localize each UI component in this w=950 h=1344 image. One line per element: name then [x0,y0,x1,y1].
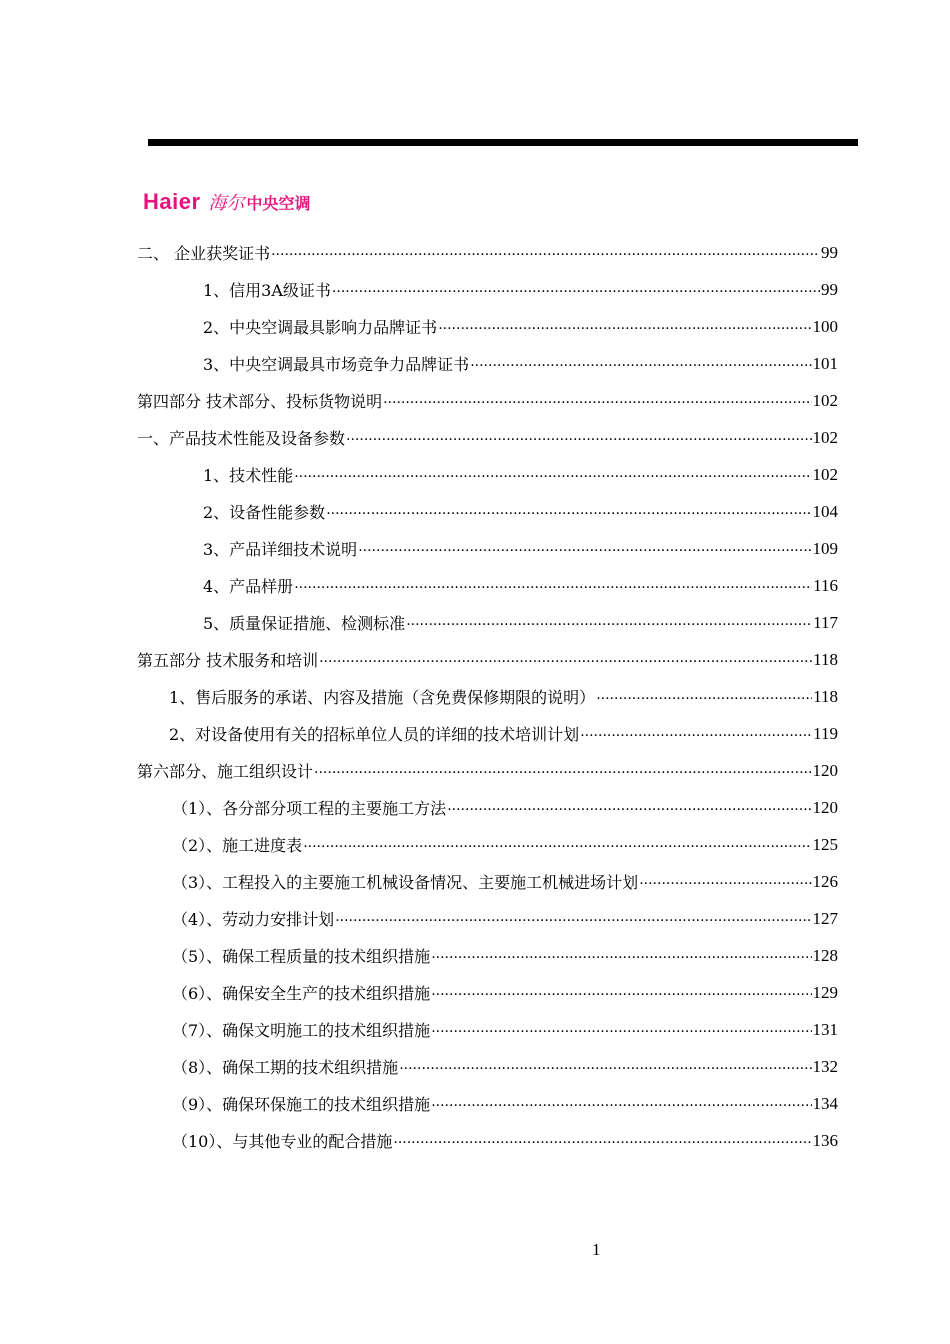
toc-entry-title: 二、 企业获奖证书 [137,244,271,263]
toc-entry-title: （1）、各分部分项工程的主要施工方法 [172,799,447,818]
toc-entry-title: 2、中央空调最具影响力品牌证书 [203,318,438,337]
toc-entry-page: 125 [812,834,838,854]
toc-entry-page: 126 [812,871,838,891]
toc-leader-dots [314,761,811,781]
toc-entry-page: 131 [812,1019,838,1039]
toc-entry[interactable] [203,271,838,308]
toc-leader-dots [399,1057,811,1077]
toc-entry-page: 129 [812,982,838,1002]
toc-entry-title: （10）、与其他专业的配合措施 [172,1132,393,1151]
toc-entry-title: 1、技术性能 [203,466,294,485]
toc-entry-page: 99 [821,279,838,299]
toc-entry-page: 118 [813,649,838,669]
toc-leader-dots [393,1131,811,1151]
toc-entry[interactable] [203,345,838,382]
toc-entry-page: 104 [812,501,838,521]
toc-entry-page: 136 [812,1130,838,1150]
toc-entry[interactable] [137,419,838,456]
toc-entry-title: 3、产品详细技术说明 [203,540,358,559]
toc-entry-title: 2、对设备使用有关的招标单位人员的详细的技术培训计划 [169,725,580,744]
header-rule [148,139,858,146]
toc-entry[interactable] [172,789,838,826]
toc-leader-dots [326,502,811,522]
toc-entry-page: 118 [813,686,838,706]
toc-entry[interactable] [172,974,838,1011]
toc-entry-page: 101 [812,353,838,373]
toc-leader-dots [332,280,820,300]
toc-entry-title: （6）、确保安全生产的技术组织措施 [172,984,431,1003]
toc-leader-dots [383,391,811,411]
toc-entry-title: （2）、施工进度表 [172,836,303,855]
toc-entry-page: 120 [812,760,838,780]
toc-entry-title: （4）、劳动力安排计划 [172,910,335,929]
toc-leader-dots [431,983,811,1003]
toc-entry-title: （3）、工程投入的主要施工机械设备情况、主要施工机械进场计划 [172,873,639,892]
toc-entry[interactable] [172,900,838,937]
toc-entry-title: 1、信用3A级证书 [203,281,331,300]
toc-leader-dots [358,539,811,559]
toc-entry-title: （9）、确保环保施工的技术组织措施 [172,1095,431,1114]
toc-entry-page: 109 [812,538,838,558]
toc-entry[interactable] [137,382,838,419]
toc-leader-dots [580,724,812,744]
toc-entry[interactable] [172,863,838,900]
toc-entry[interactable] [203,456,838,493]
toc-leader-dots [431,1094,811,1114]
logo-latin-text: Haier [143,189,201,214]
toc-entry-title: 第四部分 技术部分、投标货物说明 [137,392,383,411]
toc-entry-title: （7）、确保文明施工的技术组织措施 [172,1021,431,1040]
toc-leader-dots [271,243,820,263]
toc-entry-page: 128 [812,945,838,965]
toc-entry[interactable] [172,1048,838,1085]
haier-logo [143,188,311,216]
toc-leader-dots [596,687,812,707]
toc-entry[interactable] [137,752,838,789]
toc-entry-page: 134 [812,1093,838,1113]
toc-entry[interactable] [172,1085,838,1122]
toc-entry-page: 102 [812,390,838,410]
toc-leader-dots [470,354,811,374]
toc-entry-page: 102 [812,464,838,484]
toc-leader-dots [438,317,811,337]
toc-entry-title: 1、售后服务的承诺、内容及措施（含免费保修期限的说明） [169,688,596,707]
toc-leader-dots [639,872,811,892]
toc-entry-page: 102 [812,427,838,447]
toc-leader-dots [294,576,812,596]
toc-entry-title: 第五部分 技术服务和培训 [137,651,319,670]
toc-entry[interactable] [172,1011,838,1048]
toc-entry[interactable] [169,715,838,752]
toc-entry-page: 119 [813,723,838,743]
toc-entry-title: 3、中央空调最具市场竞争力品牌证书 [203,355,470,374]
toc-entry[interactable] [203,604,838,641]
toc-entry-title: 2、设备性能参数 [203,503,326,522]
toc-entry-title: （8）、确保工期的技术组织措施 [172,1058,399,1077]
logo-cn-text: 中央空调 [246,193,311,213]
toc-leader-dots [431,946,811,966]
toc-entry-title: （5）、确保工程质量的技术组织措施 [172,947,431,966]
toc-leader-dots [431,1020,811,1040]
toc-leader-dots [447,798,811,818]
toc-entry-page: 100 [812,316,838,336]
toc-entry-title: 一、产品技术性能及设备参数 [137,429,346,448]
toc-entry[interactable] [172,1122,838,1159]
toc-leader-dots [319,650,812,670]
toc-entry[interactable] [169,678,838,715]
toc-entry-page: 99 [821,242,838,262]
toc-leader-dots [294,465,811,485]
toc-entry-title: 5、质量保证措施、检测标准 [203,614,406,633]
logo-script-text: 海尔 [208,193,245,214]
toc-entry[interactable] [203,493,838,530]
toc-leader-dots [346,428,811,448]
page-number: 1 [592,1240,601,1259]
toc-leader-dots [406,613,812,633]
toc-entry-page: 120 [812,797,838,817]
toc-entry[interactable] [203,530,838,567]
toc-entry[interactable] [203,308,838,345]
toc-entry-page: 127 [812,908,838,928]
toc-entry-page: 132 [812,1056,838,1076]
toc-entry[interactable] [137,641,838,678]
toc-entry[interactable] [172,826,838,863]
toc-entry-title: 4、产品样册 [203,577,294,596]
toc-entry[interactable] [137,234,838,271]
toc-entry-page: 117 [813,612,838,632]
toc-entry[interactable] [203,567,838,604]
toc-entry-title: 第六部分、施工组织设计 [137,762,314,781]
toc-entry-page: 116 [813,575,838,595]
toc-entry[interactable] [172,937,838,974]
toc-leader-dots [303,835,811,855]
toc-leader-dots [335,909,811,929]
